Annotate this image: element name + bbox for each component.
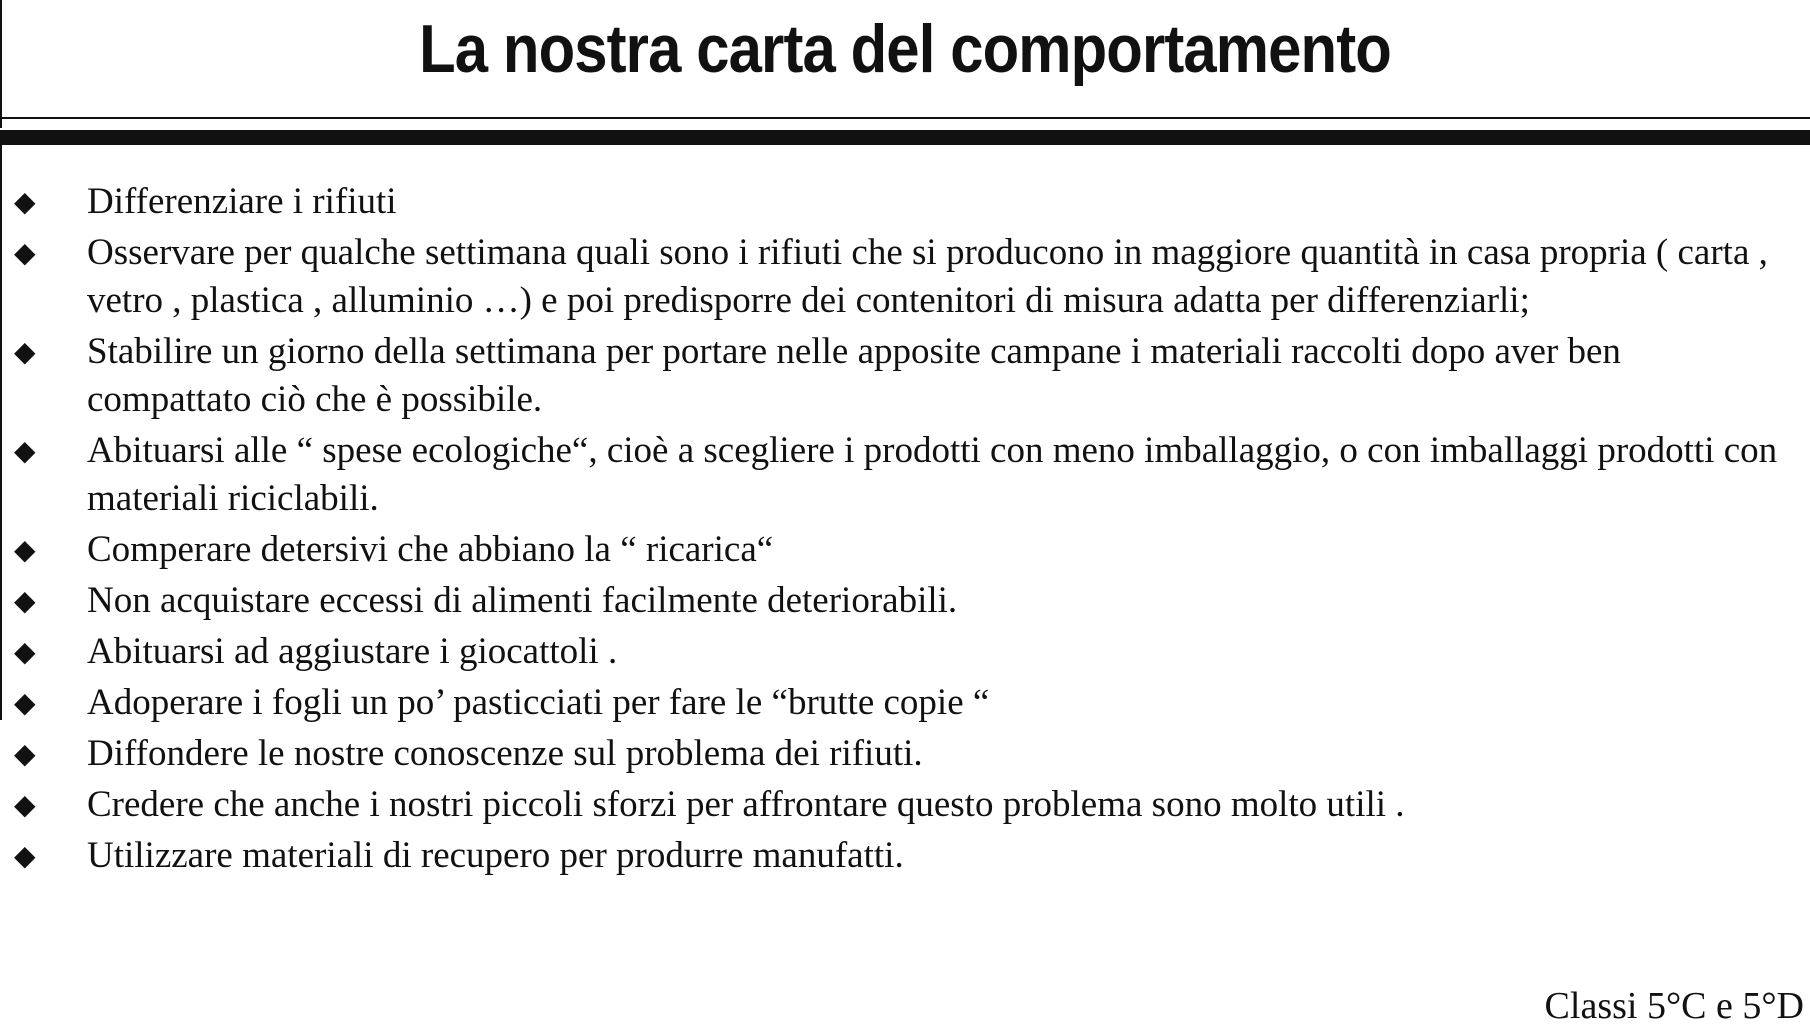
class-signature: Classi 5°C e 5°D [1544,985,1804,1027]
diamond-bullet-icon: ◆ [14,584,36,617]
list-item [0,328,1810,424]
diamond-bullet-icon: ◆ [14,635,36,668]
list-item-text: Credere che anche i nostri piccoli sforzi per affrontare questo problema sono molto utili . [87,784,1405,825]
list-item [0,427,1810,523]
diamond-bullet-icon: ◆ [14,236,36,269]
behavior-list [0,178,1810,883]
list-item-text: Adoperare i fogli un po’ pasticciati per fare le “brutte copie “ [87,682,990,723]
left-border-upper [0,0,2,128]
diamond-bullet-icon: ◆ [14,185,36,218]
list-item-text: Differenziare i rifiuti [87,181,397,222]
diamond-bullet-icon: ◆ [14,839,36,872]
title-divider-thick [0,130,1810,145]
list-item [0,178,1810,226]
list-item-text: Abituarsi ad aggiustare i giocattoli . [87,631,618,672]
title-divider-thin [0,117,1810,119]
list-item [0,577,1810,625]
list-item-text: Comperare detersivi che abbiano la “ ricarica“ [87,529,774,570]
diamond-bullet-icon: ◆ [14,788,36,821]
diamond-bullet-icon: ◆ [14,533,36,566]
page-title: La nostra carta del comportamento [419,11,1391,87]
list-item-text: Diffondere le nostre conoscenze sul problema dei rifiuti. [87,733,923,774]
list-item [0,229,1810,325]
diamond-bullet-icon: ◆ [14,434,36,467]
list-item [0,628,1810,676]
diamond-bullet-icon: ◆ [14,335,36,368]
list-item [0,526,1810,574]
diamond-bullet-icon: ◆ [14,686,36,719]
list-item [0,679,1810,727]
list-item-text: Non acquistare eccessi di alimenti facilmente deteriorabili. [87,580,958,621]
list-item-text: Abituarsi alle “ spese ecologiche“, cioè a scegliere i prodotti con meno imballaggio, o con imballaggi prodotti con materiali riciclabili. [87,430,1778,519]
list-item-text: Utilizzare materiali di recupero per produrre manufatti. [87,835,904,876]
list-item [0,832,1810,880]
list-item [0,781,1810,829]
diamond-bullet-icon: ◆ [14,737,36,770]
list-item [0,730,1810,778]
list-item-text: Stabilire un giorno della settimana per portare nelle apposite campane i materiali raccolti dopo aver ben compattato ciò che è possibile. [87,331,1621,420]
list-item-text: Osservare per qualche settimana quali sono i rifiuti che si producono in maggiore quantità in casa propria ( carta , vetro , plastica , alluminio …) e poi predisporre dei contenitori di misura adatta per differenziarli; [87,232,1768,321]
